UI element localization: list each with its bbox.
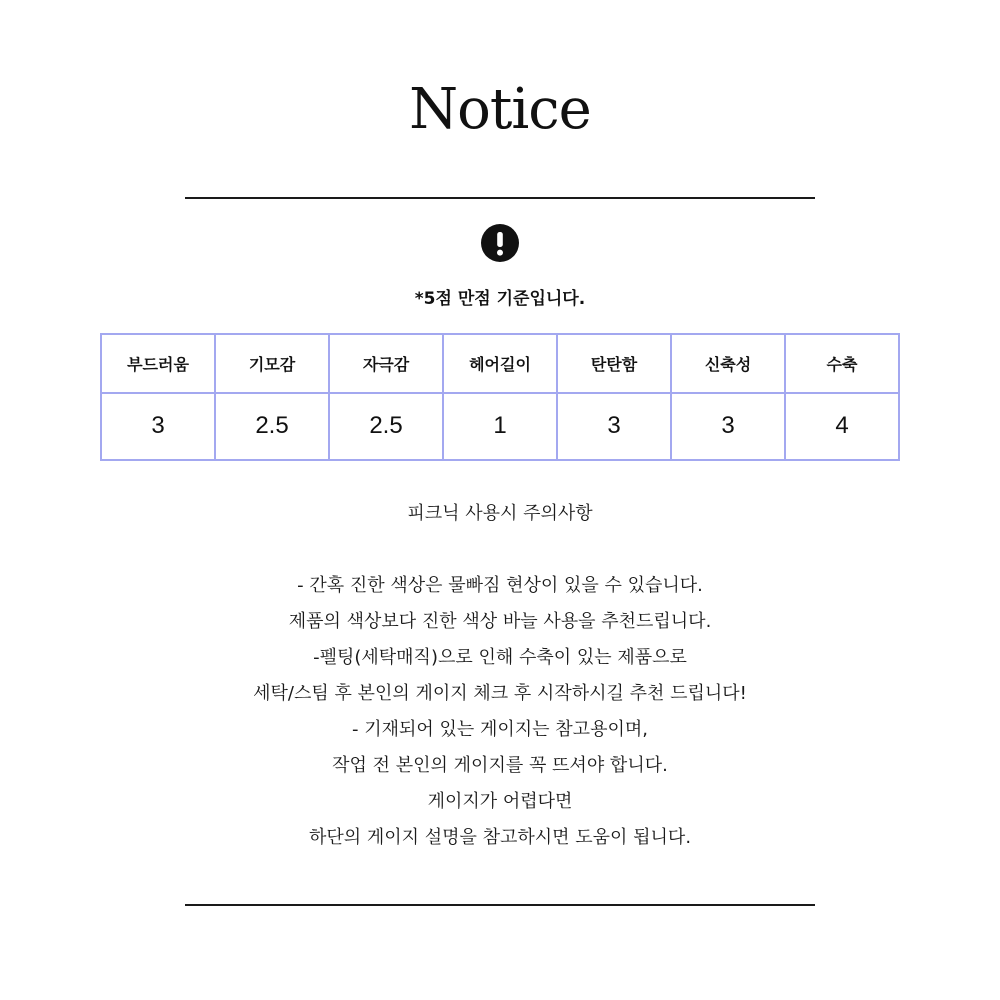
- rating-header-row: [101, 334, 899, 393]
- bottom-divider: [185, 904, 815, 906]
- usage-notice-heading: 피크닉 사용시 주의사항: [407, 503, 593, 524]
- rating-scale-note: *5점 만점 기준입니다.: [414, 289, 586, 309]
- rating-value-fuzziness: 2.5: [215, 393, 329, 460]
- notice-line: -펠팅(세탁매직)으로 인해 수축이 있는 제품으로: [313, 647, 687, 668]
- notice-line: 하단의 게이지 설명을 참고하시면 도움이 됩니다.: [308, 827, 692, 848]
- rating-value-row: [101, 393, 899, 460]
- rating-header-elasticity: 신축성: [671, 334, 785, 393]
- rating-value-firmness: 3: [557, 393, 671, 460]
- rating-value-hair-length: 1: [443, 393, 557, 460]
- rating-table: [100, 333, 900, 461]
- notice-line: 세탁/스팀 후 본인의 게이지 체크 후 시작하시길 추천 드립니다!: [253, 683, 747, 704]
- rating-header-fuzziness: 기모감: [215, 334, 329, 393]
- rating-header-shrinkage: 수축: [785, 334, 899, 393]
- rating-header-firmness: 탄탄함: [557, 334, 671, 393]
- notice-line: 작업 전 본인의 게이지를 꼭 뜨셔야 합니다.: [332, 755, 668, 776]
- notice-line: - 간혹 진한 색상은 물빠짐 현상이 있을 수 있습니다.: [297, 575, 703, 596]
- notice-line: 제품의 색상보다 진한 색상 바늘 사용을 추천드립니다.: [288, 611, 712, 632]
- notice-line: 게이지가 어렵다면: [427, 791, 573, 812]
- usage-notice: [0, 496, 1000, 856]
- exclamation-circle-icon: [481, 224, 519, 262]
- rating-header-irritation: 자극감: [329, 334, 443, 393]
- top-divider: [185, 197, 815, 199]
- rating-value-shrinkage: 4: [785, 393, 899, 460]
- page-title: Notice: [409, 77, 591, 142]
- rating-value-irritation: 2.5: [329, 393, 443, 460]
- spacer: [0, 532, 1000, 568]
- notice-line: - 기재되어 있는 게이지는 참고용이며,: [352, 719, 648, 740]
- rating-value-elasticity: 3: [671, 393, 785, 460]
- rating-value-softness: 3: [101, 393, 215, 460]
- rating-header-hair-length: 헤어길이: [443, 334, 557, 393]
- rating-header-softness: 부드러움: [101, 334, 215, 393]
